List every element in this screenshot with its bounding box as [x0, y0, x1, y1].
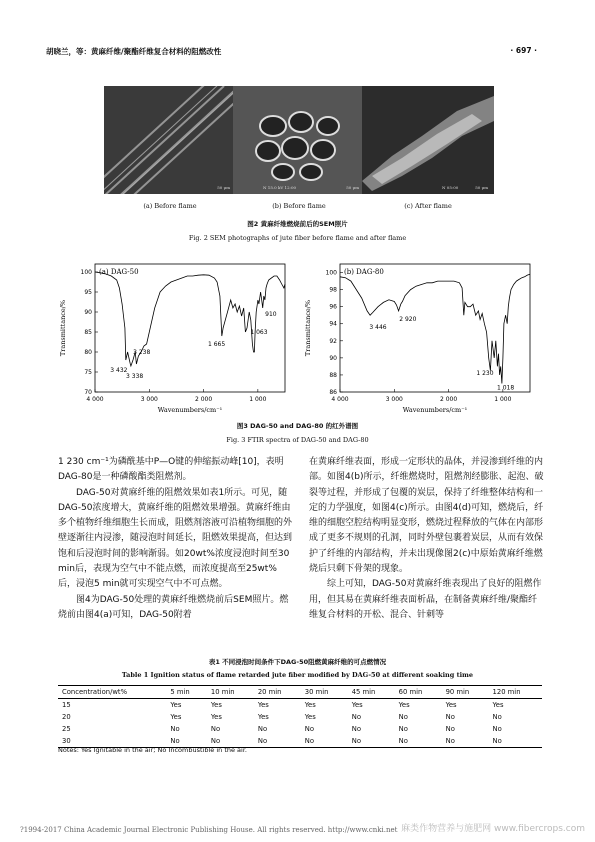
x-tick-label: 2 000: [439, 396, 458, 403]
y-tick-label: 100: [325, 269, 337, 277]
y-tick-label: 85: [84, 329, 92, 336]
table-header-cell: Concentration/wt%: [62, 688, 128, 696]
table-cell: Yes: [210, 713, 222, 721]
table-header-cell: 30 min: [304, 688, 329, 696]
peak-annotation: 1 063: [250, 329, 268, 336]
table-cell: Yes: [170, 701, 182, 709]
table-cell: Yes: [210, 701, 222, 709]
scale-bar-b: 50 μm: [346, 185, 359, 190]
table-cell: No: [398, 713, 408, 721]
page-number: · 697 ·: [510, 46, 537, 55]
table1: [58, 685, 542, 748]
table-cell: No: [210, 725, 221, 733]
x-axis-label: Wavenumbers/cm⁻¹: [157, 406, 223, 414]
table-header-cell: 20 min: [257, 688, 282, 696]
y-tick-label: 88: [329, 371, 337, 379]
y-tick-label: 100: [80, 269, 92, 276]
table-header-cell: 90 min: [445, 688, 470, 696]
table-row: [58, 699, 542, 712]
table-header-cell: 120 min: [492, 688, 521, 696]
table1-notes: Notes: Yes Ignitable in the air; No Incombustible in the air.: [58, 746, 247, 754]
y-tick-label: 98: [329, 286, 337, 294]
x-tick-label: 1 000: [494, 396, 512, 403]
table-cell: No: [492, 737, 502, 745]
table-cell: No: [445, 737, 455, 745]
table-cell: No: [351, 725, 361, 733]
table-cell: 15: [62, 701, 71, 709]
table-cell: No: [257, 737, 268, 745]
peak-annotation: 3 432: [110, 367, 128, 374]
table-cell: Yes: [445, 701, 457, 709]
y-axis-label: Transmittance/%: [304, 299, 312, 357]
peak-annotation: 2 920: [399, 316, 417, 324]
right-column: [309, 455, 545, 623]
fig3-caption-cn: 图3 DAG-50 and DAG-80 的红外谱图: [236, 422, 359, 430]
left-column: [58, 455, 294, 623]
spectrum-line: [95, 272, 285, 366]
ftir-chart-a: [55, 256, 295, 416]
x-tick-label: 2 000: [194, 396, 213, 403]
y-tick-label: 90: [329, 354, 337, 362]
table-cell: 25: [62, 725, 71, 733]
table-cell: No: [445, 725, 455, 733]
table-cell: Yes: [398, 701, 410, 709]
table-cell: No: [398, 725, 408, 733]
table-cell: Yes: [304, 701, 316, 709]
y-tick-label: 75: [84, 369, 92, 376]
table-cell: No: [492, 713, 502, 721]
x-tick-label: 4 000: [331, 396, 349, 403]
table-cell: 30: [62, 737, 71, 745]
sem-image-a: [104, 86, 236, 194]
table-header-cell: 45 min: [351, 688, 376, 696]
sem-image-b: [233, 86, 365, 194]
y-tick-label: 96: [329, 303, 337, 311]
paragraph: 1 230 cm⁻¹为磷酰基中P—O键的伸缩振动峰[10]，表明DAG-80是一种磷酸酯类阻燃剂。: [58, 457, 284, 483]
copyright-footer: ?1994-2017 China Academic Journal Electronic Publishing House. All rights reserved. http://www.cnki.net: [20, 826, 398, 834]
sem-meta-c: N 05:00: [442, 185, 459, 190]
paragraph: 综上可知，DAG-50对黄麻纤维表现出了良好的阻燃作用，但其易在黄麻纤维表面析晶，在制备黄麻纤维/聚酯纤维复合材料的开松、混合、针刺等: [309, 579, 542, 620]
table-row: [58, 723, 542, 735]
table-header-cell: 60 min: [398, 688, 423, 696]
table-cell: No: [445, 713, 455, 721]
sem-a-graphic: [104, 86, 236, 194]
table-cell: No: [170, 725, 180, 733]
table-header-cell: 5 min: [170, 688, 190, 696]
table-cell: No: [257, 725, 268, 733]
table-cell: No: [170, 737, 180, 745]
table-cell: 20: [62, 713, 71, 721]
table-cell: Yes: [170, 713, 182, 721]
sem-meta-b: N 15.0 kV 12:00: [263, 185, 297, 190]
sem-label-b: (b) Before flame: [272, 202, 326, 210]
y-tick-label: 92: [329, 337, 337, 345]
y-axis-label: Transmittance/%: [59, 299, 67, 357]
sem-label-c: (c) After flame: [404, 202, 452, 210]
peak-annotation: 1 665: [208, 341, 226, 348]
watermark: 麻类作物营养与施肥网 www.fibercrops.com: [401, 824, 585, 834]
peak-annotation: 3 446: [369, 323, 387, 331]
table1-caption-cn: 表1 不同浸泡时间条件下DAG-50阻燃黄麻纤维的可点燃情况: [208, 658, 387, 666]
sem-c-graphic: [362, 86, 494, 194]
sem-image-c: [362, 86, 494, 194]
table-cell: Yes: [257, 713, 269, 721]
scale-bar-a: 50 μm: [217, 185, 230, 190]
paragraph: DAG-50对黄麻纤维的阻燃效果如表1所示。可见，随DAG-50浓度增大，黄麻纤维的阻燃效果增强。黄麻纤维由多个植物纤维细胞生长而成，阻燃剂溶液可沿植物细胞的外壁逐渐往内浸渗，随浸泡时间延长，阻燃效果提高，但达到饱和后浸泡时间的影响渐弱。如20wt%浓度浸泡时间至30 min后，表现为空气中不能点燃，而浓度提高至25wt%后，浸泡5 min就可实现空气中不可点燃。: [58, 487, 293, 590]
table1-caption-en: Table 1 Ignition status of flame retarded jute fiber modified by DAG-50 at different soaking time: [121, 671, 474, 679]
peak-annotation: 1 018: [496, 384, 515, 392]
y-tick-label: 86: [329, 389, 337, 396]
x-tick-label: 4 000: [86, 396, 104, 403]
x-axis-label: Wavenumbers/cm⁻¹: [402, 406, 468, 414]
y-tick-label: 80: [84, 349, 92, 356]
paragraph: 图4为DAG-50处理的黄麻纤维燃烧前后SEM照片。燃烧前由图4(a)可知，DAG-50附着: [58, 594, 289, 620]
table-cell: No: [210, 737, 221, 745]
y-tick-label: 90: [84, 309, 92, 316]
fig2-caption-en: Fig. 2 SEM photographs of jute fiber before flame and after flame: [188, 234, 407, 242]
x-tick-label: 3 000: [385, 396, 403, 403]
running-header-title: 胡晓兰，等：黄麻纤维/聚酯纤维复合材料的阻燃改性: [46, 47, 222, 56]
table-cell: No: [398, 737, 408, 745]
table-cell: Yes: [257, 701, 269, 709]
y-tick-label: 95: [84, 289, 92, 296]
table-header-row: [58, 686, 542, 699]
fig3-caption-en: Fig. 3 FTIR spectra of DAG-50 and DAG-80: [226, 436, 369, 444]
table-cell: No: [351, 713, 361, 721]
ftir-chart-b: [300, 256, 540, 416]
peak-annotation: 3 338: [126, 373, 144, 380]
peak-annotation: 910: [265, 311, 277, 318]
y-tick-label: 94: [329, 320, 337, 328]
x-tick-label: 1 000: [249, 396, 267, 403]
table-row: [58, 711, 542, 723]
chart-title: (a) DAG-50: [99, 268, 139, 276]
fig2-caption-cn: 图2 黄麻纤维燃烧前后的SEM照片: [247, 220, 348, 228]
chart-title: (b) DAG-80: [344, 268, 384, 276]
paragraph: 在黄麻纤维表面，形成一定形状的晶体，并浸渗到纤维的内部。如图4(b)所示，纤维燃烧时，阻燃剂经膨胀、起泡、破裂等过程，并形成了包覆的炭层，保持了纤维整体结构和一定的力学强度，如图4(c)所示。由图4(d)可知，燃烧后，纤维的细胞空腔结构明显变形，燃烧过程释放的气体在内部形成了更多不规则的孔洞，同时外壁包裹着炭层，从而有效保护了纤维的内部结构，并未出现像图2(c)中原始黄麻纤维燃烧后只剩下骨架的现象。: [309, 457, 544, 575]
table-cell: No: [351, 737, 361, 745]
table-cell: Yes: [492, 701, 504, 709]
sem-b-graphic: [233, 86, 365, 194]
table-cell: Yes: [351, 701, 363, 709]
scale-bar-c: 50 μm: [475, 185, 488, 190]
peak-annotation: 3 238: [133, 349, 151, 356]
y-tick-label: 70: [84, 389, 92, 396]
x-tick-label: 3 000: [140, 396, 158, 403]
peak-annotation: 1 230: [476, 369, 494, 377]
table-cell: No: [492, 725, 502, 733]
table-cell: No: [304, 737, 315, 745]
table-cell: Yes: [304, 713, 316, 721]
table-header-cell: 10 min: [210, 688, 235, 696]
sem-label-a: (a) Before flame: [143, 202, 197, 210]
table-cell: No: [304, 725, 315, 733]
